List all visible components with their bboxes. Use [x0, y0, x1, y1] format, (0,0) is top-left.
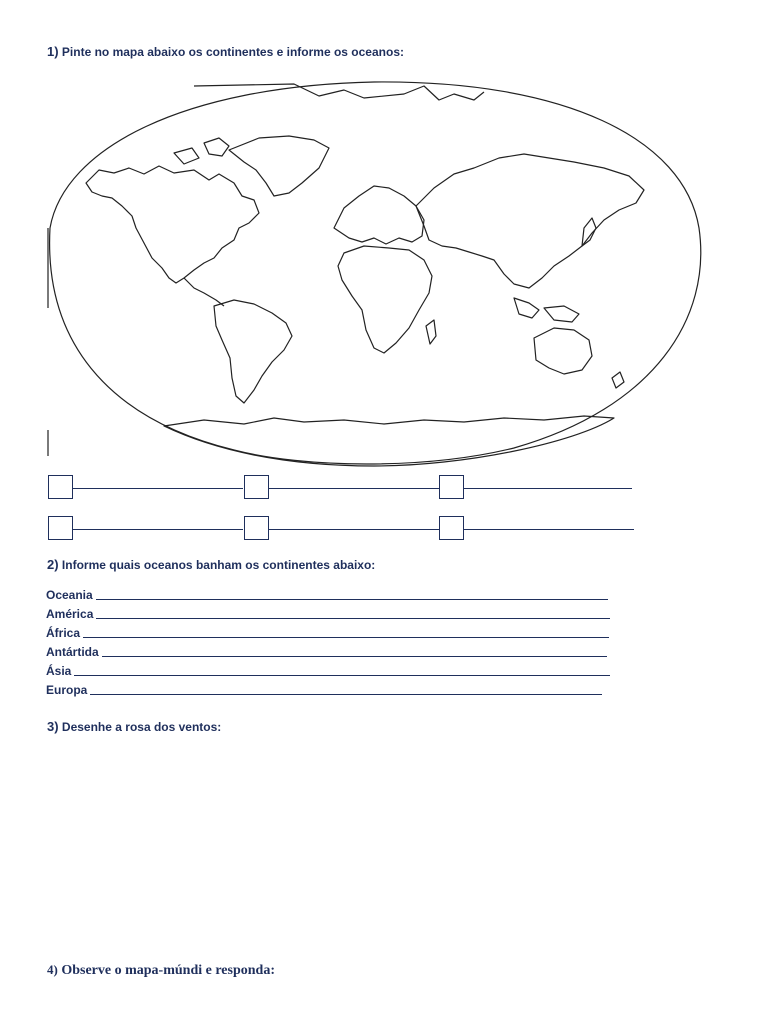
continent-answer-line[interactable] [96, 586, 608, 600]
question-4 [47, 962, 275, 979]
continent-label: Oceania [46, 588, 93, 602]
continent-answer-line[interactable] [74, 662, 610, 676]
continent-label: África [46, 626, 81, 640]
continent-row-africa [46, 624, 626, 643]
continent-list [46, 586, 626, 700]
ocean-answer-box[interactable] [439, 516, 464, 540]
continent-row-oceania [46, 586, 626, 605]
continent-label: Ásia [46, 664, 72, 678]
continent-label: América [46, 607, 94, 621]
continent-label: Antártida [46, 645, 99, 659]
ocean-answer-line[interactable] [73, 488, 243, 489]
ocean-answer-row-1 [48, 475, 638, 503]
ocean-answer-line[interactable] [269, 488, 439, 489]
ocean-answer-box[interactable] [48, 475, 73, 499]
ocean-answer-line[interactable] [464, 488, 632, 489]
question-4-number: 4) [47, 962, 58, 977]
continent-answer-line[interactable] [96, 605, 610, 619]
continent-row-asia [46, 662, 626, 681]
continent-answer-line[interactable] [102, 643, 607, 657]
continent-row-antartida [46, 643, 626, 662]
map-europe [334, 186, 424, 244]
continent-answer-line[interactable] [90, 681, 602, 695]
map-greenland [229, 136, 329, 196]
ocean-answer-line[interactable] [464, 529, 634, 530]
question-1-number: 1) [47, 44, 59, 59]
ocean-answer-box[interactable] [439, 475, 464, 499]
map-north-america [86, 166, 259, 283]
question-3-text: Desenhe a rosa dos ventos: [61, 720, 222, 734]
ocean-answer-line[interactable] [73, 529, 243, 530]
continent-row-europa [46, 681, 626, 700]
continent-answer-line[interactable] [83, 624, 609, 638]
map-australia [534, 328, 592, 374]
ocean-answer-box[interactable] [48, 516, 73, 540]
ocean-answer-line[interactable] [269, 529, 439, 530]
question-2-number: 2) [47, 557, 59, 572]
ocean-answer-box[interactable] [244, 475, 269, 499]
question-2 [47, 557, 375, 572]
map-frame [50, 82, 701, 464]
map-asia [416, 154, 644, 288]
question-1-text: Pinte no mapa abaixo os continentes e informe os oceanos: [61, 45, 404, 59]
map-antarctica [164, 416, 614, 466]
map-africa [338, 246, 432, 353]
ocean-answer-box[interactable] [244, 516, 269, 540]
question-3-number: 3) [47, 719, 59, 734]
world-map-image [44, 78, 704, 470]
map-south-america [214, 300, 292, 403]
question-1 [47, 44, 404, 59]
question-4-text: Observe o mapa-múndi e responda: [61, 963, 275, 978]
continent-row-america [46, 605, 626, 624]
drawing-area[interactable] [46, 740, 636, 950]
continent-label: Europa [46, 683, 88, 697]
ocean-answer-row-2 [48, 516, 638, 544]
question-2-text: Informe quais oceanos banham os continentes abaixo: [61, 558, 376, 572]
question-3 [47, 719, 221, 734]
